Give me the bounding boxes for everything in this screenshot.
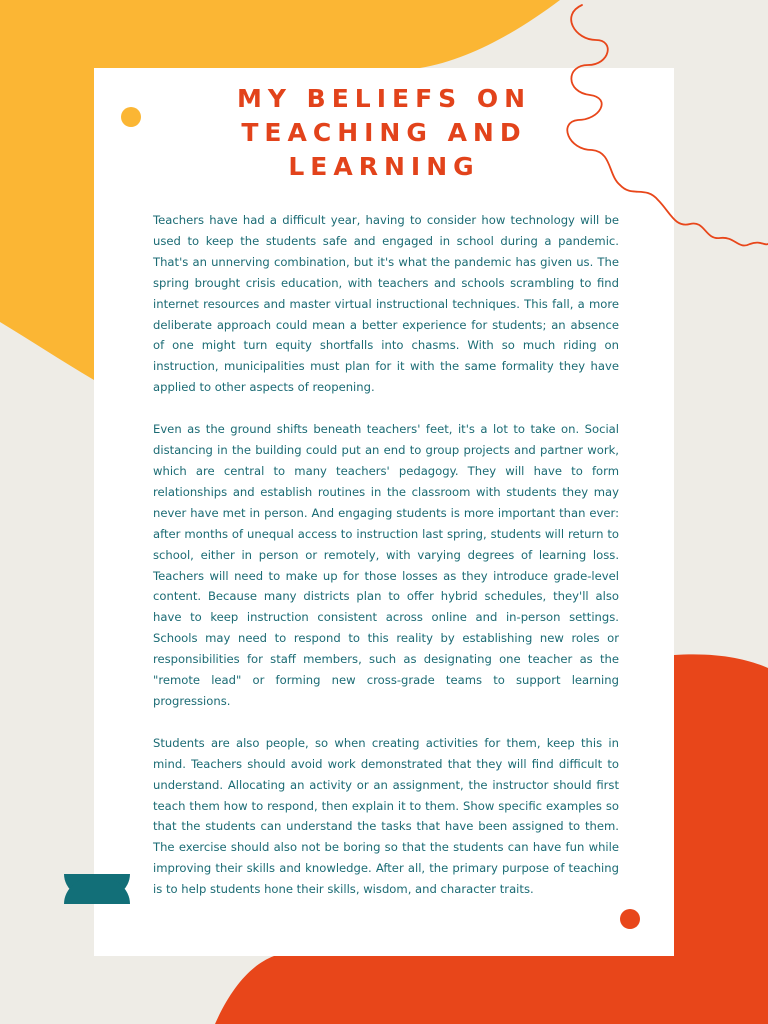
page-title bbox=[94, 82, 674, 184]
paragraph-3: Students are also people, so when creating activities for them, keep this in mind. Teachers should avoid work demonstrated that they will find difficult to understand. Allocating an activity or an assignment, the instructor should first teach them how to respond, then explain it to them. Show specific examples so that the students can understand the tasks that have been assigned to them. The exercise should also not be boring so that the students can have fun while improving their skills and knowledge. After all, the primary purpose of teaching is to help students hone their skills, wisdom, and character traits. bbox=[153, 735, 619, 897]
title-line-2: TEACHING AND bbox=[241, 118, 527, 147]
title-line-3: LEARNING bbox=[288, 152, 480, 181]
document-card bbox=[94, 68, 674, 956]
paragraph-2: Even as the ground shifts beneath teachers' feet, it's a lot to take on. Social distancing in the building could put an end to group projects and partner work, which are central to many teachers' pedagogy. They will have to form relationships and establish routines in the classroom with students they may never have met in person. And engaging students is more important than ever: after months of unequal access to instruction last spring, students will return to school, either in person or remotely, with varying degrees of learning loss. Teachers will need to make up for those losses as they introduce grade-level content. Because many districts plan to offer hybrid schedules, they'll also have to keep instruction consistent across online and in-person settings. Schools may need to respond to this reality by establishing new roles or responsibilities for staff members, such as designating one teacher as the "remote lead" or forming new cross-grade teams to support learning progressions. bbox=[153, 422, 619, 708]
paragraph-1: Teachers have had a difficult year, having to consider how technology will be used to keep the students safe and engaged in school during a pandemic. That's an unnerving combination, but it's what the pandemic has given us. The spring brought crisis education, with teachers and schools scrambling to find internet resources and master virtual instructional techniques. This fall, a more deliberate approach could mean a better experience for students; an absence of one might turn equity shortfalls into chasms. With so much riding on instruction, municipalities must plan for it with the same formality they have applied to other aspects of reopening. bbox=[153, 213, 619, 395]
body-text bbox=[153, 210, 619, 921]
title-line-1: MY BELIEFS ON bbox=[236, 84, 532, 113]
